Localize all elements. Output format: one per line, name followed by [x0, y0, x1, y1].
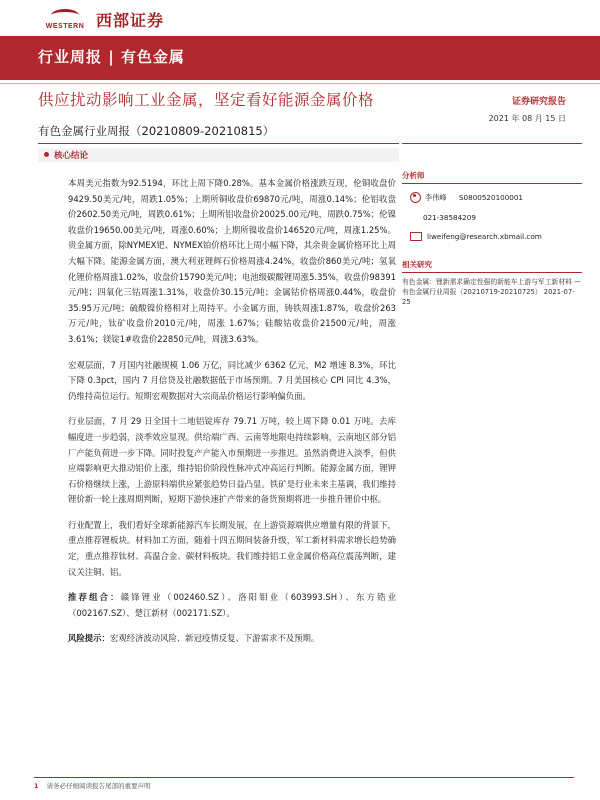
- related-link[interactable]: 有色金属：锂新需求确定性强的新能车上游与军工新材料 — 有色金属行业周报（20210719-20210725） 2021-07-25: [402, 278, 581, 306]
- report-date: 2021 年 08 月 15 日: [488, 114, 566, 123]
- brand-logo: [36, 6, 164, 32]
- footer-divider: [34, 777, 574, 778]
- paragraph-recommendation: [68, 590, 396, 621]
- analyst-certificate: S0800520100001: [459, 193, 524, 202]
- paragraph-market: 本周美元指数为92.5194，环比上周下降0.28%。基本金属价格涨跌互现，伦铜收盘价9429.50美元/吨，周跌1.05%；上期所铜收盘价69870元/吨，周涨0.14%；伦铝收盘价2602.50美元/吨，周跌0.61%；上期所铝收盘价20025.00元/吨，周跌0.75%；伦镍收盘价19650.00美元/吨，周涨0.60%；上期所镍收盘价146520元/吨，周涨1.25%。贵金属方面，除NYMEX钯、NYMEX铂价格环比上周小幅下降，其余贵金属价格环比上周大幅下降。能源金属方面，澳大利亚锂辉石价格周涨4.24%，收盘价860美元/吨；氢氧化锂价格周涨1.02%，收盘价15790美元/吨；电池级碳酸锂周涨5.35%，收盘价98391元/吨；四氧化三钴周涨1.31%，收盘价30.15元/吨；金属钴价格周涨0.44%，收盘价35.95万元/吨；硫酸镍价格相对上周持平。小金属方面，铸铁周涨1.87%，收盘价263万元/吨，钛矿收盘价2010元/吨，周涨 1.67%；硅酸钴收盘价21500元/吨，周涨3.61%；镁锭1#收盘价22850元/吨，周涨3.63%。: [68, 178, 396, 344]
- recommendation-label: 推荐组合：: [68, 592, 121, 603]
- analyst-name: 李伟峰: [425, 192, 447, 202]
- person-icon: [410, 192, 421, 203]
- risk-text: 宏观经济波动风险、新冠疫情反复、下游需求不及预期。: [109, 633, 320, 644]
- logo-chinese: 西部证券: [96, 10, 165, 30]
- report-subtitle: 有色金属行业周报（20210809-20210815）: [38, 124, 275, 138]
- section-heading: [38, 148, 399, 162]
- header-band-title: 行业周报 | 有色金属: [38, 48, 185, 66]
- report-body: [68, 176, 396, 657]
- section-heading-text: 核心结论: [54, 151, 89, 161]
- paragraph-macro: 宏观层面，7 月国内社融规模 1.06 万亿，同比减少 6362 亿元，M2 增速 8.3%，环比下降 0.3pct，国内 7 月信贷及社融数据低于市场预期。7 月美国核心 CPI 同比 4.3%，仍维持高位运行。短期宏观数据对大宗商品价格运行影响偏负面。: [68, 359, 396, 401]
- divider: [402, 143, 582, 144]
- mail-icon: [410, 232, 422, 241]
- paragraph-risk: [68, 631, 396, 647]
- divider: [38, 143, 399, 144]
- related-heading: 相关研究: [402, 259, 582, 273]
- header-band: [0, 36, 600, 80]
- related-research: [402, 259, 582, 307]
- footer: [34, 781, 151, 790]
- analyst-email-row: [410, 232, 582, 241]
- recommendation-text: 赣锋锂业（002460.SZ）、洛阳钼业（603993.SH）、东方锆业（002167.SZ）、楚江新材（002171.SZ）。: [68, 592, 397, 618]
- logo-english: WESTERN: [45, 22, 85, 30]
- risk-label: 风险提示：: [68, 633, 110, 644]
- bullet-dot-icon: [44, 152, 49, 157]
- paragraph-allocation: 行业配置上，我们看好全球新能源汽车长期发展，在上游资源端供应增量有限的背景下，重点推荐锂板块。材料加工方面，随着十四五期间装备升级，军工新材料需求增长趋势确定，重点推荐钛材、高温合金、碳材料板块。我们维持铝工业金属价格高位震荡判断，建议关注铜、铝。: [68, 519, 396, 577]
- analyst-row: [402, 192, 582, 203]
- analyst-phone: 021-38584209: [423, 213, 476, 222]
- report-title: 供应扰动影响工业金属，坚定看好能源金属价格: [38, 91, 375, 109]
- logo-mark: [36, 9, 94, 30]
- report-type: 证券研究报告: [511, 97, 566, 107]
- sidebar: [402, 170, 582, 307]
- footer-note: 请务必仔细阅读报告尾部的重要声明: [46, 782, 151, 790]
- page-number: 1: [34, 782, 39, 790]
- paragraph-industry: 行业层面，7 月 29 日全国十二地铝锭库存 79.71 万吨，较上周下降 0.01 万吨。去库幅度进一步趋弱，淡季效应显现。供给端广西、云南等地限电持续影响，云南地区部分铝厂产能负荷进一步下降。同时投复产产能入市预期进一步推迟。虽然消费进入淡季，但供应端影响更大推动铝价上涨，维持铝价阶段性脉冲式冲高运行判断。能源金属方面，锂钾石价格继续上涨，上游原料端供应紧张趋势日益凸显。铁矿是行业未来主基调，我们维持锂价新一轮上涨周期判断，短期下游快速扩产带来的备货预期将进一步推升锂价中枢。: [68, 416, 396, 505]
- analyst-email[interactable]: liweifeng@research.xbmail.com: [427, 232, 542, 241]
- analyst-heading: 分析师: [402, 170, 582, 184]
